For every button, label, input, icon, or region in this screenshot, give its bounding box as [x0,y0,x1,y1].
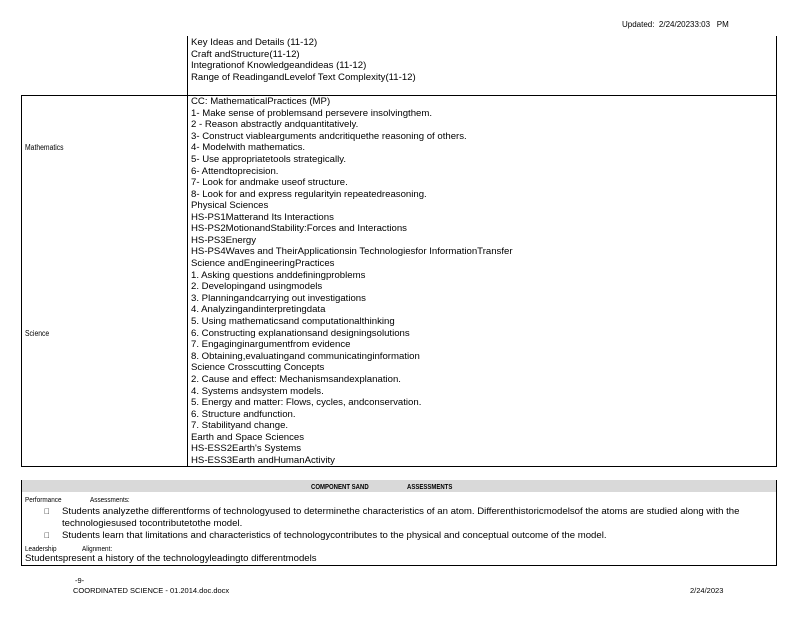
science-line: 4. Analyzingandinterpretingdata [191,304,326,316]
practice-line: 4- Modelwith mathematics. [191,142,306,154]
updated-stamp: Updated: 2/24/20233:03 PM [622,20,729,29]
leadership-label: Leadership [25,544,57,553]
science-line: HS-PS2MotionandStability:Forces and Interactions [191,223,407,235]
math-practices-list [191,96,467,200]
footer-date: 2/24/2023 [690,586,724,595]
practice-line: CC: MathematicalPractices (MP) [191,96,331,107]
science-line: HS-PS1Matterand Its Interactions [191,211,334,223]
science-line: Earth and Space Sciences [191,431,305,443]
assessment-bullet-text: Students analyzethe differentforms of technologyused to determinethe characteristics of an atom. Differenthistoricmodelsof the atoms are studied along with the technologiesused tocontributetothe model. [62,506,740,529]
standard-line: Range of ReadingandLevelof Text Complexity(11-12) [191,71,416,83]
page-number: -9- [75,576,85,585]
science-line: 8. Obtaining,evaluatingand communicatinginformation [191,350,420,362]
science-line: Science Crosscutting Concepts [191,362,325,374]
science-line: 2. Developingand usingmodels [191,281,323,293]
science-line: HS-PS3Energy [191,234,257,246]
science-line: 6. Constructing explanationsand designingsolutions [191,327,410,339]
science-line: 1. Asking questions anddefiningproblems [191,269,366,281]
section-bottom-border [21,565,777,566]
table-divider-border [187,36,188,466]
practice-line: 6- Attendtoprecision. [191,165,279,177]
science-line: 5. Energy and matter: Flows, cycles, andconservation. [191,397,422,409]
table-left-border [21,95,22,466]
leadership-text: Studentspresent a history of the technologyleadingto differentmodels [25,553,317,564]
alignment-label: Alignment: [82,544,113,553]
science-standards-list [191,200,513,467]
subject-science: Science [25,329,50,338]
science-line: 7. Engaginginargumentfrom evidence [191,339,351,351]
assessments-label: Assessments: [90,495,130,504]
bullet-icon [44,531,50,540]
section-right-border [776,480,777,566]
science-line: 6. Structure andfunction. [191,408,296,420]
assessments-heading: ASSESSMENTS [407,482,453,491]
science-line: HS-ESS2Earth's Systems [191,443,302,455]
science-line: HS-PS4Waves and TheirApplicationsin Technologiesfor InformationTransfer [191,246,513,258]
practice-line: 2 - Reason abstractly andquantitatively. [191,119,359,131]
science-line: 4. Systems andsystem models. [191,385,324,397]
science-line: Science andEngineeringPractices [191,257,335,269]
standard-line: Craft andStructure(11-12) [191,48,300,60]
section-left-border [21,480,22,566]
practice-line: 8- Look for and express regularityin repeatedreasoning. [191,188,427,200]
practice-line: 7- Look for andmake useof structure. [191,177,348,189]
practice-line: 1- Make sense of problemsand persevere insolvingthem. [191,107,433,119]
components-heading: COMPONENT SAND [311,482,369,491]
science-line: 7. Stabilityand change. [191,420,289,432]
subject-mathematics: Mathematics [25,143,64,152]
table-right-border [776,36,777,466]
bullet-icon [44,507,50,516]
ela-standards-list [191,37,416,83]
standard-line: Integrationof Knowledgeandideas (11-12) [191,60,367,72]
science-line: 3. Planningandcarrying out investigations [191,292,366,304]
assessment-bullet-text: Students learn that limitations and characteristics of technologycontributes to the physical and conceptual outcome of the model. [62,530,607,541]
science-line: 5. Using mathematicsand computationalthinking [191,315,395,327]
practice-line: 3- Construct viablearguments andcritiquethe reasoning of others. [191,130,467,142]
components-header-band [22,480,777,492]
standard-line: Key Ideas and Details (11-12) [191,37,318,48]
performance-label: Performance [25,495,62,504]
practice-line: 5- Use appropriatetools strategically. [191,153,346,165]
science-line: Physical Sciences [191,200,269,211]
science-line: HS-ESS3Earth andHumanActivity [191,455,335,467]
footer-filename: COORDINATED SCIENCE - 01.2014.doc.docx [73,586,230,595]
science-line: 2. Cause and effect: Mechanismsandexplanation. [191,373,401,385]
